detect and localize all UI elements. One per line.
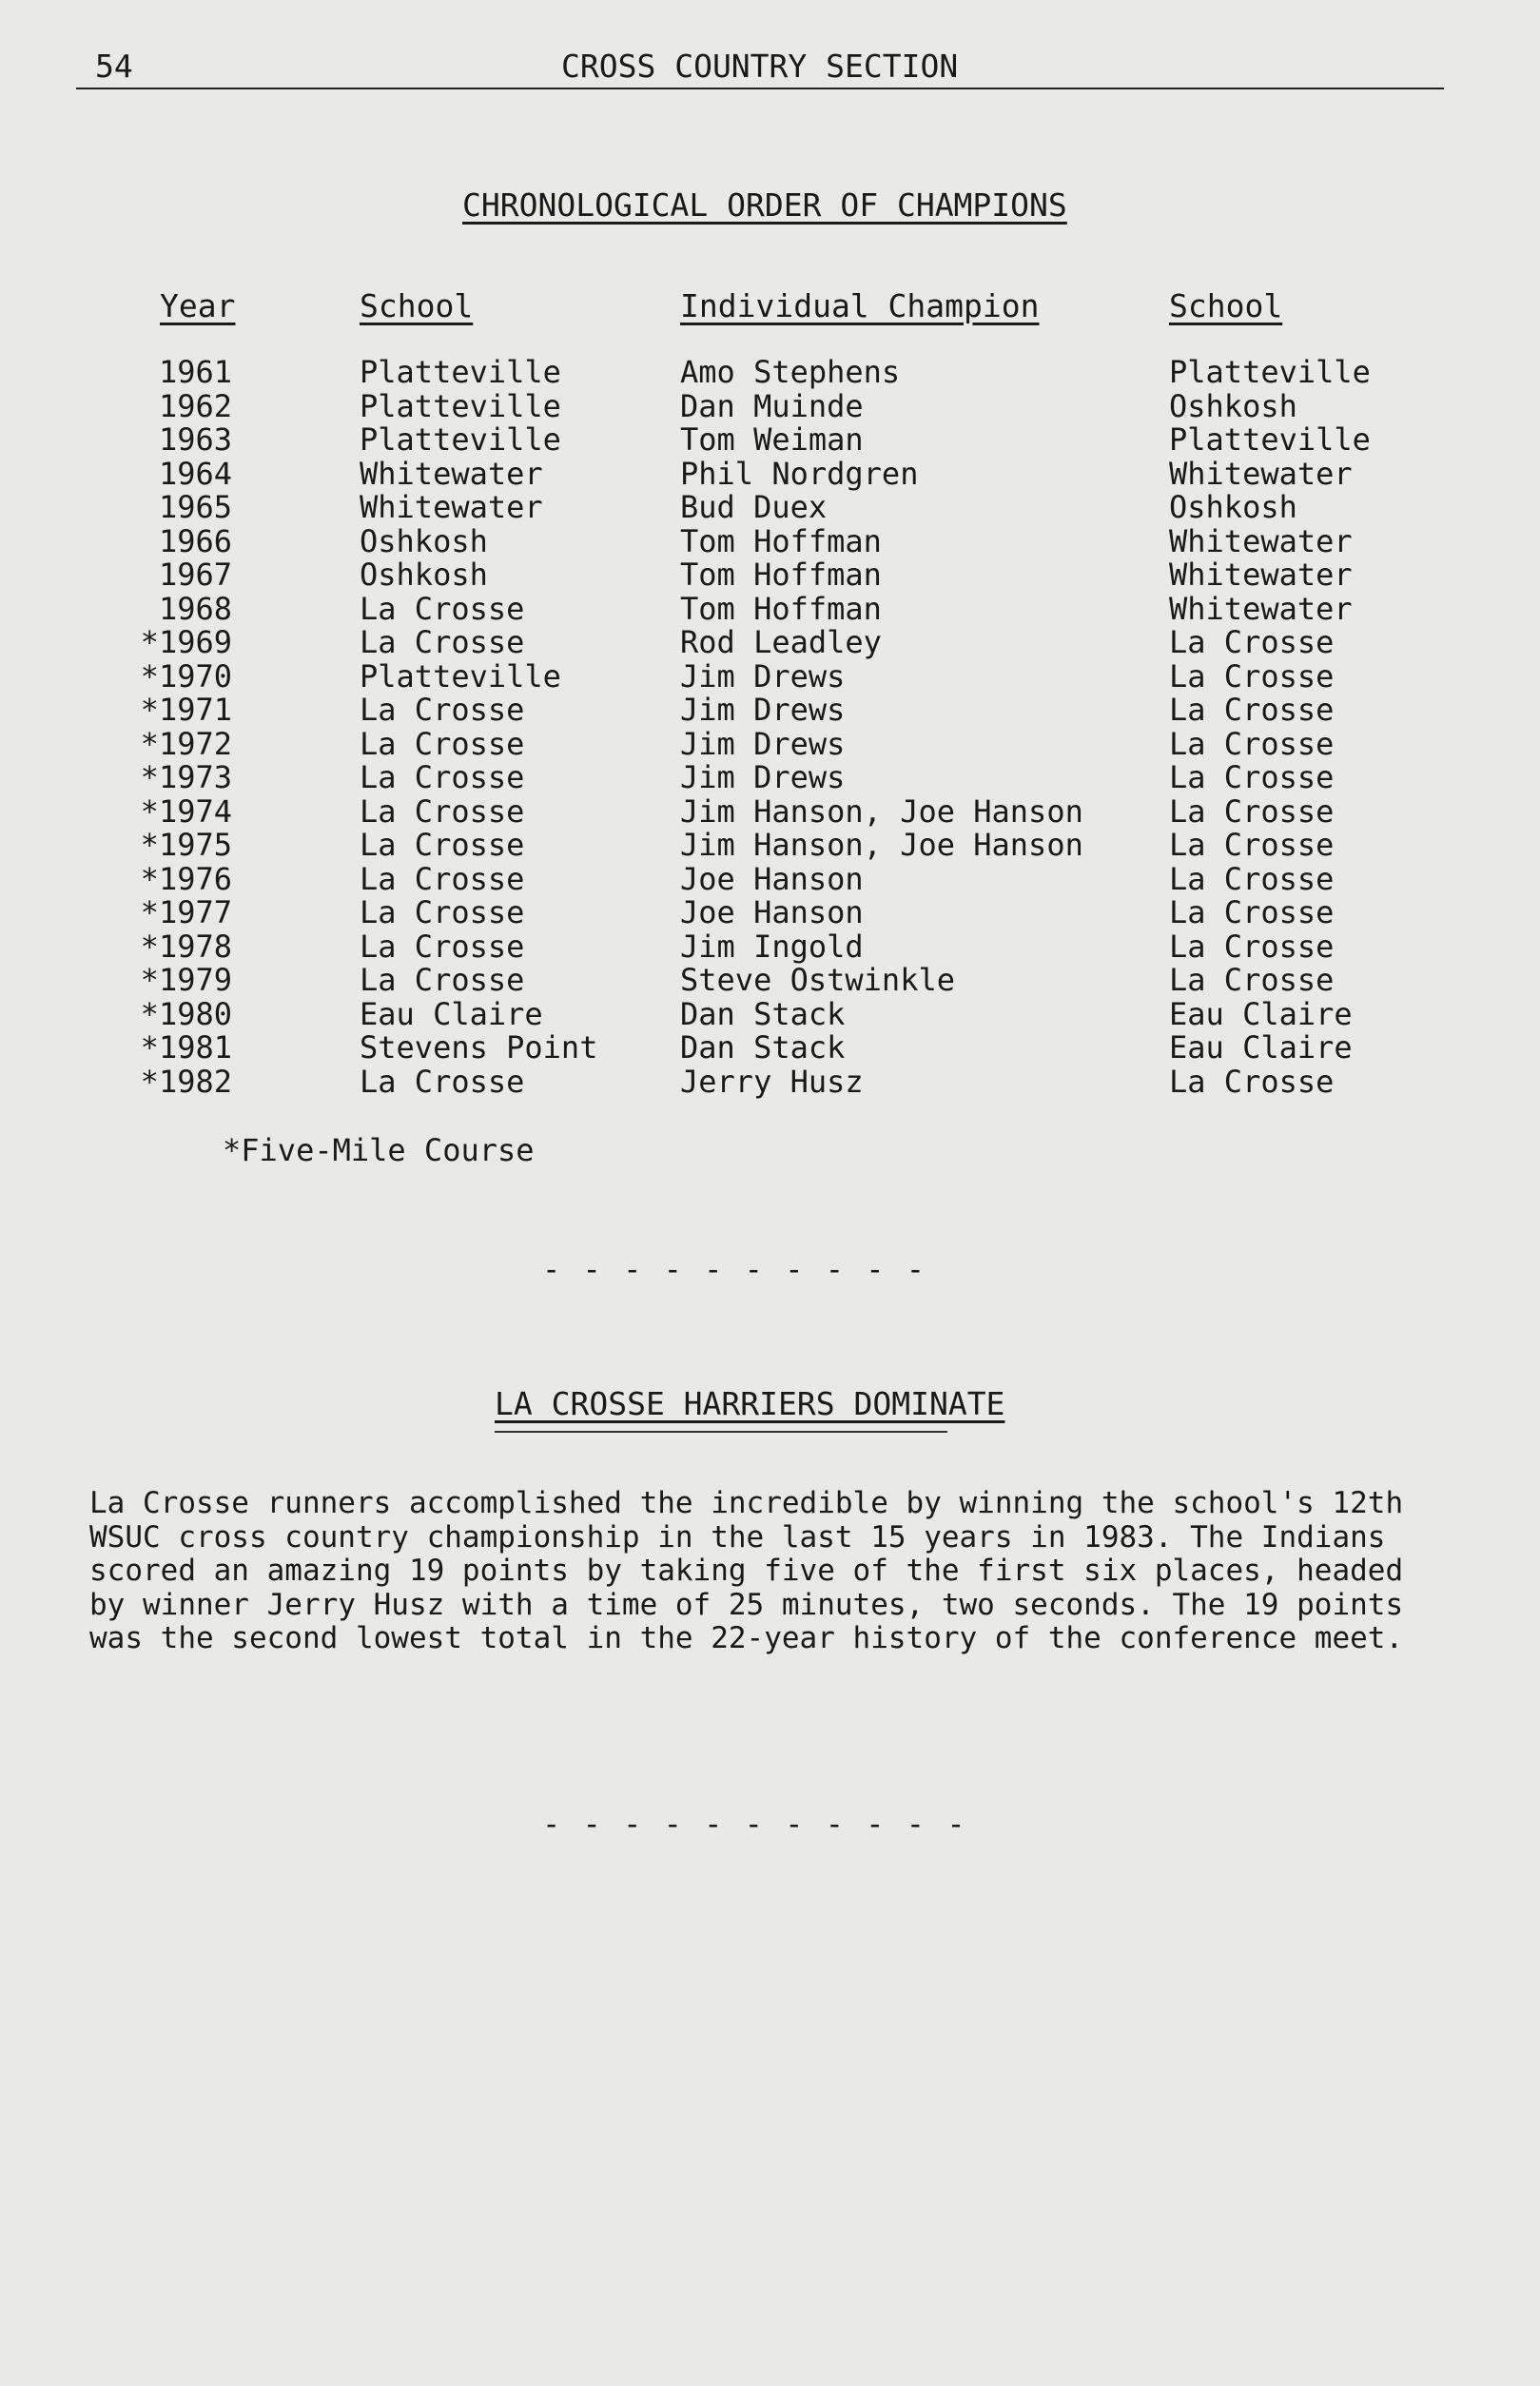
champion-cell: Dan Stack [680,995,846,1032]
table-row [0,456,1540,490]
column-header-school: School [360,287,474,324]
champion-cell: Joe Hanson [680,860,864,897]
table-row [0,421,1540,456]
table-row [0,1029,1540,1064]
champion-cell: Jim Ingold [680,928,864,965]
table-row [0,489,1540,523]
champion-school-cell: La Crosse [1169,725,1335,762]
table-row [0,354,1540,388]
champion-cell: Jim Drews [680,759,846,795]
school-cell: La Crosse [360,792,525,830]
column-header-champion: Individual Champion [680,287,1040,324]
school-cell: La Crosse [360,894,525,930]
school-cell: Platteville [360,387,561,424]
champion-school-cell: La Crosse [1169,692,1335,728]
school-cell: Whitewater [360,489,543,525]
school-cell: Eau Claire [360,995,543,1032]
table-row [0,827,1540,861]
year-cell: *1970 [140,657,232,694]
champion-cell: Jerry Husz [680,1063,864,1100]
year-cell: *1979 [140,962,232,998]
school-cell: Platteville [360,657,561,694]
champion-cell: Tom Hoffman [680,557,882,593]
table-row [0,1064,1540,1098]
school-cell: La Crosse [360,692,525,728]
school-cell: La Crosse [360,962,525,998]
year-cell: *1981 [140,1029,232,1066]
table-row [0,591,1540,625]
champion-school-cell: Eau Claire [1169,1029,1353,1066]
separator: - - - - - - - - - - [542,1251,927,1287]
year-cell: 1967 [158,557,232,593]
champion-cell: Tom Weiman [680,421,864,458]
year-cell: *1972 [140,725,232,762]
footnote: *Five-Mile Course [223,1132,535,1168]
harriers-paragraph: La Crosse runners accomplished the incredible by winning the school's 12th WSUC cross country championship in the last 15 years in 1983. The Indians scored an amazing 19 points by taking five of the first six places, headed by winner Jerry Husz with a time of 25 minutes, two seconds. The 19 points was the second lowest total in the 22-year history of the conference meet. [89,1486,1404,1655]
table-row [0,929,1540,963]
champion-school-cell: La Crosse [1169,827,1335,863]
champion-school-cell: Platteville [1169,421,1371,458]
school-cell: La Crosse [360,725,525,762]
school-cell: La Crosse [360,860,525,897]
champion-cell: Jim Hanson, Joe Hanson [680,827,1083,863]
school-cell: Stevens Point [360,1029,598,1066]
year-cell: *1982 [140,1063,232,1100]
school-cell: La Crosse [360,759,525,795]
champion-cell: Phil Nordgren [680,455,919,492]
champion-cell: Jim Drews [680,725,846,762]
year-cell: 1961 [158,354,232,390]
table-row [0,996,1540,1030]
chronological-title: CHRONOLOGICAL ORDER OF CHAMPIONS [462,186,1067,224]
champion-cell: Jim Hanson, Joe Hanson [680,792,1083,830]
champion-school-cell: La Crosse [1169,1063,1335,1100]
table-row [0,658,1540,693]
champion-cell: Joe Hanson [680,894,864,930]
header-rule [76,88,1444,89]
year-cell: 1963 [158,421,232,458]
school-cell: Oshkosh [360,557,488,593]
year-cell: *1977 [140,894,232,930]
champion-school-cell: La Crosse [1169,792,1335,830]
table-row [0,861,1540,895]
year-cell: *1980 [140,995,232,1032]
champion-school-cell: Platteville [1169,354,1371,390]
champion-cell: Jim Drews [680,692,846,728]
table-row [0,523,1540,557]
table-row [0,894,1540,929]
school-cell: La Crosse [360,1063,525,1100]
champion-cell: Rod Leadley [680,624,882,660]
champion-school-cell: La Crosse [1169,759,1335,795]
table-row [0,624,1540,658]
table-row [0,557,1540,591]
champion-school-cell: La Crosse [1169,894,1335,930]
table-row [0,759,1540,793]
harriers-title-rule [495,1431,947,1433]
champion-cell: Amo Stephens [680,354,901,390]
champion-school-cell: Eau Claire [1169,995,1353,1032]
column-header-champion-school: School [1169,287,1283,324]
champion-cell: Bud Duex [680,489,828,525]
champion-school-cell: La Crosse [1169,860,1335,897]
table-row [0,962,1540,996]
table-row [0,388,1540,422]
year-cell: 1968 [158,590,232,627]
year-cell: 1966 [158,522,232,559]
year-cell: 1964 [158,455,232,492]
champion-school-cell: Whitewater [1169,557,1353,593]
champion-school-cell: Whitewater [1169,522,1353,559]
year-cell: *1973 [140,759,232,795]
year-cell: 1965 [158,489,232,525]
table-row [0,726,1540,760]
champion-school-cell: La Crosse [1169,928,1335,965]
school-cell: Oshkosh [360,522,488,559]
school-cell: La Crosse [360,590,525,627]
year-cell: *1969 [140,624,232,660]
champion-cell: Tom Hoffman [680,590,882,627]
champion-school-cell: Whitewater [1169,590,1353,627]
year-cell: *1975 [140,827,232,863]
champion-school-cell: La Crosse [1169,657,1335,694]
champion-school-cell: La Crosse [1169,962,1335,998]
champion-cell: Dan Stack [680,1029,846,1066]
table-row [0,793,1540,828]
school-cell: Platteville [360,421,561,458]
year-cell: *1976 [140,860,232,897]
champion-cell: Dan Muinde [680,387,864,424]
school-cell: La Crosse [360,928,525,965]
column-header-year: Year [160,287,236,324]
table-row [0,692,1540,726]
champion-school-cell: Oshkosh [1169,489,1297,525]
school-cell: La Crosse [360,827,525,863]
champion-school-cell: Oshkosh [1169,387,1297,424]
champion-school-cell: Whitewater [1169,455,1353,492]
separator: - - - - - - - - - - - [542,1806,967,1842]
champion-cell: Steve Ostwinkle [680,962,955,998]
year-cell: *1974 [140,792,232,830]
champion-cell: Jim Drews [680,657,846,694]
harriers-title: LA CROSSE HARRIERS DOMINATE [495,1385,1005,1422]
champion-cell: Tom Hoffman [680,522,882,559]
year-cell: *1978 [140,928,232,965]
year-cell: *1971 [140,692,232,728]
section-title: CROSS COUNTRY SECTION [561,48,959,85]
year-cell: 1962 [158,387,232,424]
school-cell: Platteville [360,354,561,390]
school-cell: La Crosse [360,624,525,660]
champion-school-cell: La Crosse [1169,624,1335,660]
page-number: 54 [95,48,133,85]
school-cell: Whitewater [360,455,543,492]
